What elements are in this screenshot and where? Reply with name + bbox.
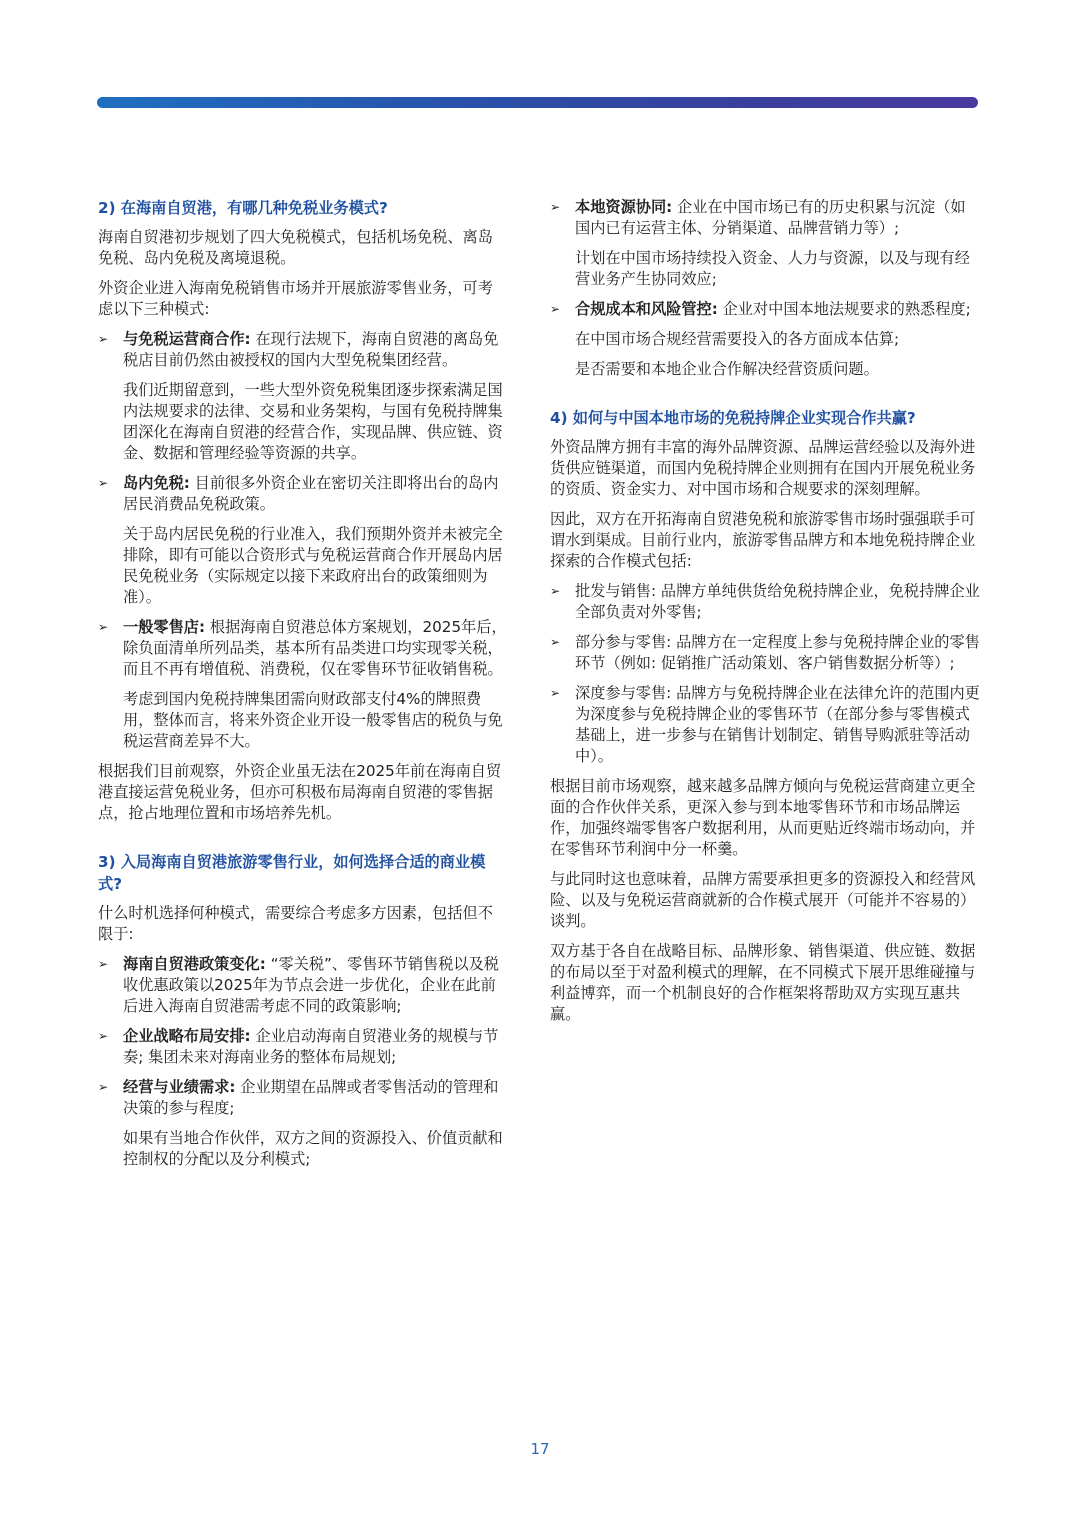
page-number: 17 [530, 1440, 550, 1458]
list-item [550, 581, 980, 623]
list-item-detail: 计划在中国市场持续投入资金、人力与资源，以及与现有经营业务产生协同效应; [575, 249, 970, 288]
arrowhead-bullet-icon: ➢ [98, 332, 109, 346]
header-gradient-bar [97, 97, 978, 108]
section-2-paragraph-3: 根据我们目前观察，外资企业虽无法在2025年前在海南自贸港直接运营免税业务，但亦可积极布局海南自贸港的零售据点，抢占地理位置和市场培养先机。 [98, 762, 502, 822]
list-item-title: 经营与业绩需求: [123, 1078, 236, 1096]
right-column [550, 197, 980, 1034]
list-item-text: “零关税”、零售环节销售税以及税收优惠政策以2025年为节点会进一步优化，企业在此前后进入海南自贸港需考虑不同的政策影响; [123, 955, 499, 1015]
section-3-heading: 3) 入局海南自贸港旅游零售行业，如何选择合适的商业模式? [98, 853, 486, 893]
section-3-paragraph-1: 什么时机选择何种模式，需要综合考虑多方因素，包括但不限于: [98, 904, 493, 943]
arrowhead-bullet-icon: ➢ [550, 584, 561, 598]
list-item-title: 岛内免税: [123, 474, 190, 492]
list-item [98, 954, 508, 1017]
list-item-text: 深度参与零售: 品牌方与免税持牌企业在法律允许的范围内更为深度参与免税持牌企业的零售环节（在部分参与零售模式基础上，进一步参与在销售计划制定、销售导购派驻等活动中）。 [575, 684, 980, 765]
list-item-text: 企业对中国本地法规要求的熟悉程度; [717, 300, 971, 318]
list-item [550, 683, 980, 767]
list-item [550, 197, 980, 239]
section-4-paragraph-5: 双方基于各自在战略目标、品牌形象、销售渠道、供应链、数据的布局以至于对盈利模式的理解，在不同模式下展开思维碰撞与利益博弈，而一个机制良好的合作框架将帮助双方实现互惠共赢。 [550, 942, 976, 1023]
list-item-title: 海南自贸港政策变化: [123, 955, 266, 973]
left-column [98, 197, 508, 1179]
list-item [550, 632, 980, 674]
list-item-text: 批发与销售: 品牌方单纯供货给免税持牌企业，免税持牌企业全部负责对外零售; [575, 582, 980, 621]
section-4-paragraph-3: 根据目前市场观察，越来越多品牌方倾向与免税运营商建立更全面的合作伙伴关系，更深入参与到本地零售环节和市场品牌运作，加强终端零售客户数据利用，从而更贴近终端市场动向，并在零售环节利润中分一杯羹。 [550, 777, 976, 858]
arrowhead-bullet-icon: ➢ [550, 686, 561, 700]
section-2-heading: 2) 在海南自贸港，有哪几种免税业务模式? [98, 199, 388, 217]
list-item-title: 一般零售店: [123, 618, 206, 636]
list-item [98, 329, 508, 371]
arrowhead-bullet-icon: ➢ [550, 302, 561, 316]
list-item-text: 在现行法规下，海南自贸港的离岛免税店目前仍然由被授权的国内大型免税集团经营。 [123, 330, 499, 369]
list-item-detail: 关于岛内居民免税的行业准入，我们预期外资并未被完全排除，即有可能以合资形式与免税运营商合作开展岛内居民免税业务（实际规定以接下来政府出台的政策细则为准）。 [123, 525, 503, 606]
list-item-detail: 在中国市场合规经营需要投入的各方面成本估算; [575, 330, 900, 348]
section-4-paragraph-2: 因此，双方在开拓海南自贸港免税和旅游零售市场时强强联手可谓水到渠成。目前行业内，旅游零售品牌方和本地免税持牌企业探索的合作模式包括: [550, 510, 976, 570]
list-item-detail: 考虑到国内免税持牌集团需向财政部支付4%的牌照费用，整体而言，将来外资企业开设一般零售店的税负与免税运营商差异不大。 [123, 690, 503, 750]
list-item [98, 617, 508, 680]
list-item-detail: 如果有当地合作伙伴，双方之间的资源投入、价值贡献和控制权的分配以及分利模式; [123, 1129, 503, 1168]
list-item-text: 根据海南自贸港总体方案规划，2025年后，除负面清单所列品类，基本所有品类进口均实现零关税，而且不再有增值税、消费税，仅在零售环节征收销售税。 [123, 618, 507, 678]
section-2-paragraph-1: 海南自贸港初步规划了四大免税模式，包括机场免税、离岛免税、岛内免税及离境退税。 [98, 228, 493, 267]
section-4-heading: 4) 如何与中国本地市场的免税持牌企业实现合作共赢? [550, 409, 916, 427]
list-item-detail: 我们近期留意到，一些大型外资免税集团逐步探索满足国内法规要求的法律、交易和业务架构，与国有免税持牌集团深化在海南自贸港的经营合作，实现品牌、供应链、资金、数据和管理经验等资源的共享。 [123, 381, 503, 462]
section-4-paragraph-4: 与此同时这也意味着，品牌方需要承担更多的资源投入和经营风险、以及与免税运营商就新的合作模式展开（可能并不容易的）谈判。 [550, 870, 976, 930]
list-item [98, 1077, 508, 1119]
list-item [98, 1026, 508, 1068]
arrowhead-bullet-icon: ➢ [98, 1029, 109, 1043]
arrowhead-bullet-icon: ➢ [98, 476, 109, 490]
section-4-paragraph-1: 外资品牌方拥有丰富的海外品牌资源、品牌运营经验以及海外进货供应链渠道，而国内免税持牌企业则拥有在国内开展免税业务的资质、资金实力、对中国市场和合规要求的深刻理解。 [550, 438, 976, 498]
list-item-title: 企业战略布局安排: [123, 1027, 251, 1045]
arrowhead-bullet-icon: ➢ [550, 200, 561, 214]
list-item-text: 企业期望在品牌或者零售活动的管理和决策的参与程度; [123, 1078, 499, 1117]
arrowhead-bullet-icon: ➢ [98, 620, 109, 634]
list-item-detail: 是否需要和本地企业合作解决经营资质问题。 [575, 360, 879, 378]
list-item-title: 合规成本和风险管控: [575, 300, 718, 318]
list-item-title: 与免税运营商合作: [123, 330, 251, 348]
section-2-paragraph-2: 外资企业进入海南免税销售市场并开展旅游零售业务，可考虑以下三种模式: [98, 279, 493, 318]
list-item-text: 企业启动海南自贸港业务的规模与节奏; 集团未来对海南业务的整体布局规划; [123, 1027, 499, 1066]
list-item-text: 目前很多外资企业在密切关注即将出台的岛内居民消费品免税政策。 [123, 474, 499, 513]
list-item-text: 企业在中国市场已有的历史积累与沉淀（如国内已有运营主体、分销渠道、品牌营销力等）; [575, 198, 966, 237]
list-item-title: 本地资源协同: [575, 198, 673, 216]
arrowhead-bullet-icon: ➢ [98, 1080, 109, 1094]
list-item-text: 部分参与零售: 品牌方在一定程度上参与免税持牌企业的零售环节（例如: 促销推广活动策划、客户销售数据分析等）; [575, 633, 980, 672]
arrowhead-bullet-icon: ➢ [98, 957, 109, 971]
list-item [550, 299, 980, 320]
list-item [98, 473, 508, 515]
arrowhead-bullet-icon: ➢ [550, 635, 561, 649]
